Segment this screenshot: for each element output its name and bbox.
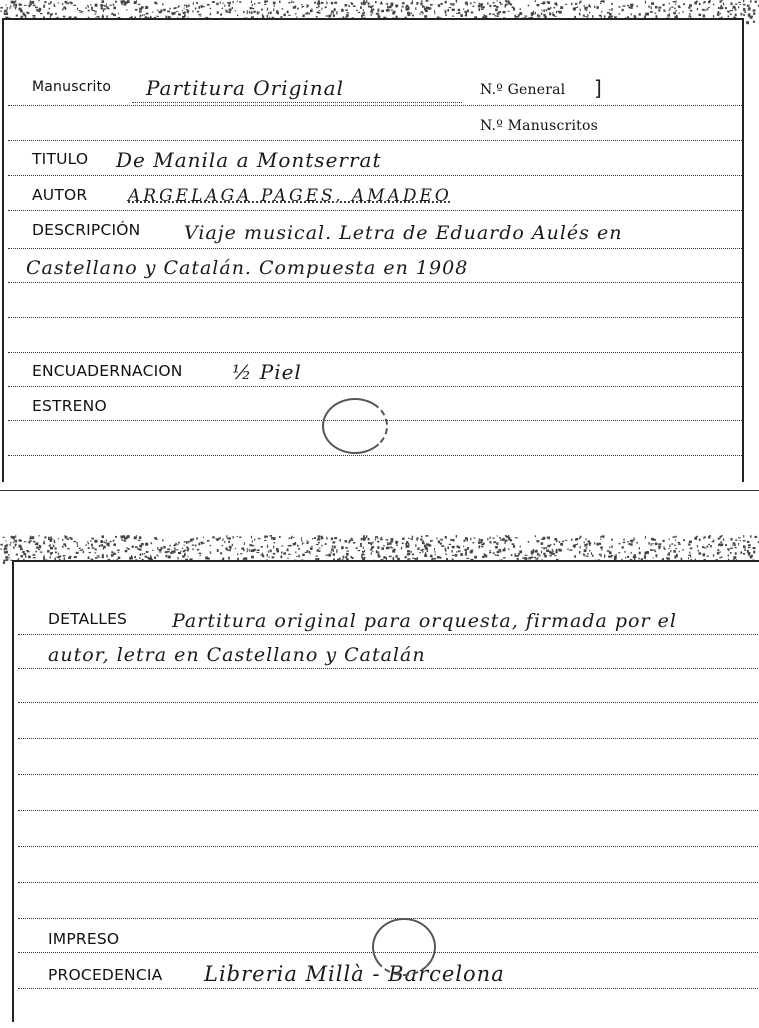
autor-label: AUTOR <box>32 186 88 204</box>
general-number-bracket: ] <box>594 76 602 100</box>
catalog-card-front <box>2 18 744 482</box>
detalles-line-2: autor, letra en Castellano y Catalán <box>48 644 426 666</box>
hole-punch-mark-back <box>372 918 436 976</box>
descripcion-line-1: Viaje musical. Letra de Eduardo Aulés en <box>184 222 623 244</box>
encuadernacion-value: ½ Piel <box>232 360 302 384</box>
procedencia-label: PROCEDENCIA <box>48 966 163 984</box>
titulo-label: TITULO <box>32 150 89 168</box>
hole-punch-mark <box>322 398 388 454</box>
manuscritos-number-label: N.º Manuscritos <box>480 118 598 134</box>
descripcion-line-2: Castellano y Catalán. Compuesta en 1908 <box>26 257 469 279</box>
titulo-value: De Manila a Montserrat <box>116 148 382 172</box>
estreno-label: ESTRENO <box>32 397 107 415</box>
catalog-card-back <box>12 560 759 1022</box>
procedencia-value: Libreria Millà - Barcelona <box>204 962 505 986</box>
encuadernacion-label: ENCUADERNACION <box>32 362 183 380</box>
detalles-line-1: Partitura original para orquesta, firmada por el <box>172 610 677 632</box>
impreso-label: IMPRESO <box>48 930 120 948</box>
descripcion-label: DESCRIPCIÓN <box>32 221 141 239</box>
detalles-label: DETALLES <box>48 610 128 628</box>
card-divider <box>0 490 759 491</box>
autor-value: ARGELAGA PAGES, AMADEO <box>128 186 452 206</box>
manuscrito-label: Manuscrito <box>32 79 112 95</box>
manuscrito-value: Partitura Original <box>146 76 344 100</box>
general-number-label: N.º General <box>480 82 566 98</box>
